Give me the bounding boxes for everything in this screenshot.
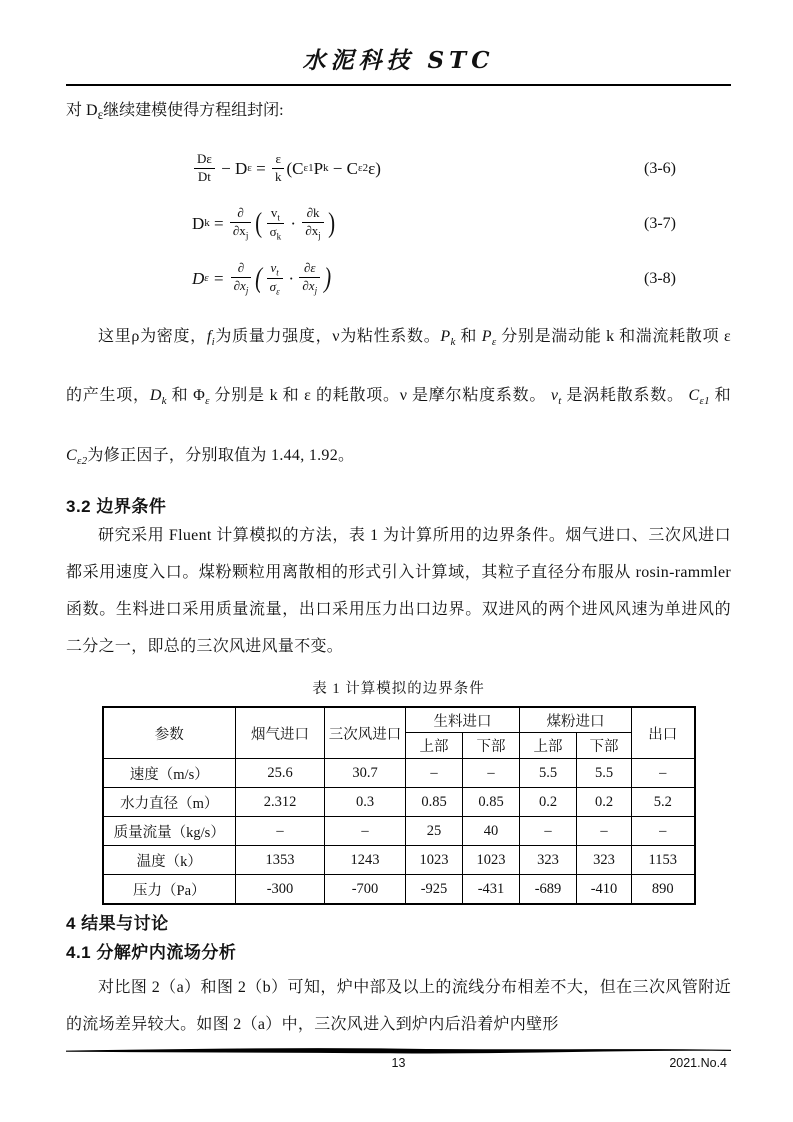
text-run: = bbox=[209, 213, 228, 233]
page-number: 13 bbox=[391, 1056, 406, 1070]
header-cell-tertiary-air-inlet: 三次风进口 bbox=[325, 707, 406, 759]
row-label: 水力直径（m） bbox=[103, 788, 236, 817]
text-run: 和 bbox=[709, 387, 731, 405]
text-run: 分别是 k 和 ε 的耗散项。ν 是摩尔粘度系数。 bbox=[209, 387, 551, 405]
subscript: ε1 bbox=[303, 162, 314, 175]
table-cell: -300 bbox=[236, 875, 325, 904]
fraction-denominator bbox=[299, 278, 320, 296]
table-cell: 323 bbox=[577, 846, 632, 875]
fraction bbox=[299, 261, 320, 296]
table-caption: 表 1 计算模拟的边界条件 bbox=[312, 680, 485, 697]
text-run: i bbox=[211, 336, 215, 349]
text-run: 为修正因子，分别取值为 1.44, 1.92。 bbox=[87, 446, 355, 464]
text-run: v bbox=[270, 204, 278, 220]
subscript: k bbox=[323, 162, 329, 175]
row-label: 质量流量（kg/s） bbox=[103, 817, 236, 846]
table-cell: 323 bbox=[520, 846, 577, 875]
header-cell-flue-gas-inlet: 烟气进口 bbox=[236, 707, 325, 759]
symbols-paragraph bbox=[66, 310, 731, 488]
equation-number: (3-8) bbox=[644, 269, 676, 287]
text-run: D bbox=[192, 268, 205, 288]
results-paragraph: 对比图 2（a）和图 2（b）可知，炉中部及以上的流线分布相差不大，但在三次风管附近的流场差异较大。如图 2（a）中，三次风进入到炉内后沿着炉内壁形 bbox=[66, 978, 731, 1033]
fraction-denominator bbox=[272, 169, 285, 185]
table-cell: -410 bbox=[577, 875, 632, 904]
text-run: 这里ρ为密度， bbox=[98, 328, 207, 346]
text-run: − D bbox=[216, 158, 248, 178]
text-run: = bbox=[208, 268, 229, 288]
footer-meta bbox=[66, 1056, 731, 1074]
equation-3-7 bbox=[66, 196, 731, 251]
header-cell-outlet: 出口 bbox=[632, 707, 695, 759]
equation-content bbox=[192, 261, 333, 297]
fraction bbox=[194, 152, 215, 185]
equation-content bbox=[192, 206, 337, 242]
header-cell-raw-upper: 上部 bbox=[406, 733, 463, 759]
table-cell: – bbox=[463, 759, 520, 788]
text-run: · bbox=[286, 213, 301, 233]
section-heading-4: 4 结果与讨论 bbox=[66, 913, 169, 933]
text-run: P bbox=[440, 328, 451, 346]
subscript: j bbox=[314, 285, 318, 296]
table-cell: – bbox=[632, 817, 695, 846]
text-run: k bbox=[450, 336, 456, 349]
text-run: Dε bbox=[197, 151, 212, 167]
subscript: t bbox=[276, 267, 279, 278]
table-row-pressure bbox=[103, 875, 695, 904]
text-run: P bbox=[481, 328, 492, 346]
text-run: − C bbox=[328, 158, 358, 178]
text-run: ∂ bbox=[237, 205, 244, 221]
table-cell: -925 bbox=[406, 875, 463, 904]
text-run: 和 bbox=[455, 328, 482, 346]
text-run: ∂ bbox=[237, 260, 245, 276]
header-cell-coal-upper: 上部 bbox=[520, 733, 577, 759]
text-run: (C bbox=[286, 158, 304, 178]
text-run: ε bbox=[97, 107, 104, 123]
fraction-denominator bbox=[231, 278, 252, 296]
text-run: ∂ε bbox=[303, 260, 316, 276]
equation-number: (3-6) bbox=[644, 159, 676, 177]
equation-3-6 bbox=[66, 141, 731, 196]
text-run: 是涡耗散系数。 bbox=[561, 387, 689, 405]
table-cell: -700 bbox=[325, 875, 406, 904]
table-row-velocity bbox=[103, 759, 695, 788]
equation-3-8 bbox=[66, 251, 731, 306]
table-cell: 0.3 bbox=[325, 788, 406, 817]
table-row-temperature bbox=[103, 846, 695, 875]
subscript: k bbox=[276, 231, 282, 242]
table-cell: – bbox=[236, 817, 325, 846]
table-cell: 1353 bbox=[236, 846, 325, 875]
equation-content bbox=[192, 152, 381, 185]
text-run: Dt bbox=[197, 169, 211, 185]
fraction-numerator bbox=[267, 261, 283, 280]
text-run: ν bbox=[270, 259, 277, 275]
fraction-numerator bbox=[267, 206, 285, 225]
table-cell: – bbox=[632, 759, 695, 788]
header-cell-coal-powder-inlet: 煤粉进口 bbox=[520, 707, 632, 733]
table-cell: -689 bbox=[520, 875, 577, 904]
text-run: ∂x bbox=[305, 223, 319, 239]
fraction-numerator bbox=[230, 206, 251, 223]
text-run: 分别是湍动能 k 和湍流耗散项 ε 的产生项， bbox=[66, 328, 731, 405]
paren: ( bbox=[255, 207, 263, 239]
text-run: ε1 bbox=[699, 395, 710, 408]
subscript: j bbox=[318, 230, 321, 241]
fraction bbox=[267, 261, 283, 297]
subscript: j bbox=[245, 230, 249, 241]
section-heading-3-2: 3.2 边界条件 bbox=[66, 496, 167, 516]
text-run: t bbox=[558, 395, 562, 408]
subscript: ε bbox=[276, 286, 280, 297]
fraction bbox=[230, 206, 251, 241]
text-run: 为质量力强度，ν为粘性系数。 bbox=[214, 328, 441, 346]
subscript: k bbox=[204, 217, 210, 230]
text-run: 对 D bbox=[66, 102, 98, 119]
table-cell: – bbox=[406, 759, 463, 788]
header-cell-raw-lower: 下部 bbox=[463, 733, 520, 759]
text-run: ∂x bbox=[232, 223, 246, 239]
text-run: ε bbox=[275, 151, 281, 167]
text-run: σ bbox=[269, 279, 277, 295]
table-cell: 1243 bbox=[325, 846, 406, 875]
row-label: 压力（Pa） bbox=[103, 875, 236, 904]
equation-block bbox=[66, 141, 731, 306]
fraction bbox=[231, 261, 252, 296]
table-cell: -431 bbox=[463, 875, 520, 904]
table-cell: 5.5 bbox=[577, 759, 632, 788]
equation-number: (3-7) bbox=[644, 214, 676, 232]
text-run: ε bbox=[491, 336, 497, 349]
text-run: ∂x bbox=[233, 278, 246, 294]
table-cell: 0.2 bbox=[520, 788, 577, 817]
table-cell: 1023 bbox=[406, 846, 463, 875]
page-footer bbox=[66, 1046, 731, 1074]
header-cell-coal-lower: 下部 bbox=[577, 733, 632, 759]
table-cell: 1023 bbox=[463, 846, 520, 875]
text-run: D bbox=[192, 213, 205, 233]
fraction-denominator bbox=[302, 223, 323, 241]
fraction bbox=[302, 206, 323, 241]
issue-number: 2021.No.4 bbox=[669, 1056, 727, 1070]
table-cell: 5.5 bbox=[520, 759, 577, 788]
text-run: C bbox=[688, 387, 700, 405]
text-run: D bbox=[149, 387, 162, 405]
fraction bbox=[272, 152, 285, 185]
text-run: C bbox=[66, 446, 77, 464]
subscript: ε2 bbox=[357, 162, 369, 175]
text-run: ε bbox=[205, 395, 210, 408]
table-cell: 0.2 bbox=[577, 788, 632, 817]
header-rule bbox=[66, 84, 731, 86]
text-run: k bbox=[274, 169, 282, 185]
section-heading-4-1: 4.1 分解炉内流场分析 bbox=[66, 942, 237, 962]
row-label: 速度（m/s） bbox=[103, 759, 236, 788]
table-cell: 40 bbox=[463, 817, 520, 846]
text-run: 继续建模使得方程组封闭: bbox=[103, 102, 284, 119]
table-cell: 890 bbox=[632, 875, 695, 904]
paren: ( bbox=[255, 262, 263, 294]
text-run: 和 Φ bbox=[166, 387, 206, 405]
header-cell-raw-meal-inlet: 生料进口 bbox=[406, 707, 520, 733]
fraction-denominator bbox=[267, 279, 283, 297]
fraction-numerator bbox=[194, 152, 215, 169]
footer-rule bbox=[66, 1046, 731, 1055]
fraction-denominator bbox=[194, 169, 215, 185]
header-cell-param: 参数 bbox=[103, 707, 236, 759]
table-cell: 25.6 bbox=[236, 759, 325, 788]
journal-title: 水泥科技 STC bbox=[302, 47, 495, 74]
table-cell: 0.85 bbox=[406, 788, 463, 817]
subscript: t bbox=[277, 212, 280, 223]
table-cell: – bbox=[325, 817, 406, 846]
subscript: ε bbox=[204, 272, 209, 285]
text-run: ∂x bbox=[302, 278, 315, 294]
table-cell: 1153 bbox=[632, 846, 695, 875]
table-row-hydraulic-diameter bbox=[103, 788, 695, 817]
subscript: ε bbox=[247, 162, 252, 175]
text-run: ε) bbox=[368, 158, 381, 178]
table-cell: 2.312 bbox=[236, 788, 325, 817]
table-cell: 0.85 bbox=[463, 788, 520, 817]
table-cell: 25 bbox=[406, 817, 463, 846]
text-run: · bbox=[284, 268, 298, 288]
table-header-row bbox=[103, 707, 695, 733]
fraction-denominator bbox=[267, 224, 285, 242]
row-label: 温度（k） bbox=[103, 846, 236, 875]
fraction-numerator bbox=[272, 152, 285, 169]
subscript: j bbox=[245, 285, 249, 296]
text-run: ν bbox=[550, 387, 559, 405]
intro-paragraph bbox=[66, 99, 731, 127]
text-run: P bbox=[313, 158, 324, 178]
page-content bbox=[66, 0, 731, 1043]
text-run: ε2 bbox=[76, 454, 88, 467]
fraction bbox=[267, 206, 285, 242]
table-cell: 5.2 bbox=[632, 788, 695, 817]
table-cell: – bbox=[577, 817, 632, 846]
fraction-numerator bbox=[299, 261, 320, 278]
paren: ) bbox=[324, 262, 332, 294]
paren: ) bbox=[327, 207, 335, 239]
text-run: f bbox=[206, 328, 212, 346]
table-cell: 30.7 bbox=[325, 759, 406, 788]
text-run: = bbox=[251, 158, 270, 178]
fraction-numerator bbox=[302, 206, 323, 223]
table-cell: – bbox=[520, 817, 577, 846]
table-row-mass-flow bbox=[103, 817, 695, 846]
text-run: σ bbox=[269, 224, 277, 240]
boundary-conditions-paragraph: 研究采用 Fluent 计算模拟的方法，表 1 为计算所用的边界条件。烟气进口、三次风进口都采用速度入口。煤粉颗粒用离散相的形式引入计算域，其粒子直径分布服从 rosin-rammler 函数。生料进口采用质量流量，出口采用压力出口边界。双进风的两个进风风速为单进风的二分之一，即总的三次风进风量不变。 bbox=[66, 526, 731, 655]
text-run: k bbox=[161, 395, 167, 408]
text-run: ∂k bbox=[306, 205, 320, 221]
fraction-numerator bbox=[231, 261, 252, 278]
boundary-conditions-table bbox=[102, 706, 696, 905]
fraction-denominator bbox=[230, 223, 251, 241]
